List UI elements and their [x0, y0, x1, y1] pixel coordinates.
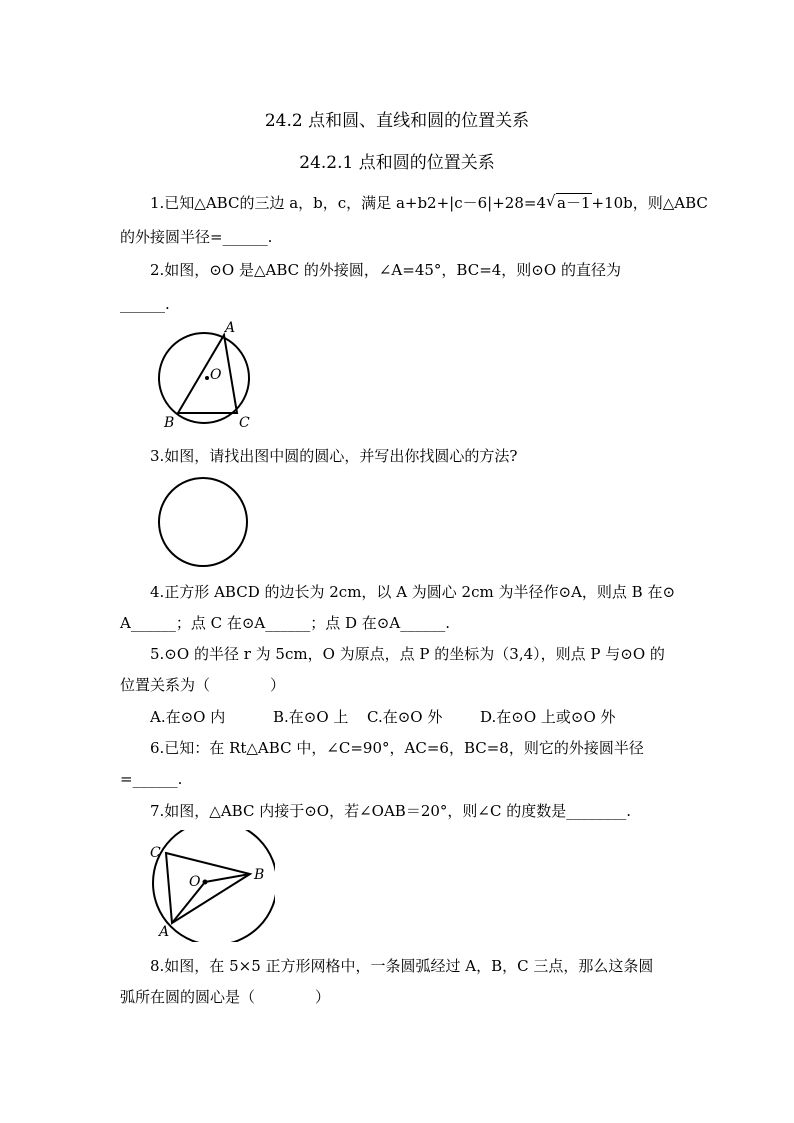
q8-line1: 8.如图，在 5×5 正方形网格中，一条圆弧经过 A，B，C 三点，那么这条圆: [150, 957, 654, 975]
q3-circle: [159, 478, 247, 566]
q2-label-B: B: [164, 415, 175, 431]
q2-line2: ______.: [120, 295, 170, 313]
q2-line1: 2.如图，⊙O 是△ABC 的外接圆，∠A=45°，BC=4，则⊙O 的直径为: [150, 261, 621, 279]
q7-label-B: B: [254, 867, 265, 883]
q2-label-O: O: [210, 367, 222, 383]
q6-line1: 6.已知：在 Rt△ABC 中，∠C=90°，AC=6，BC=8，则它的外接圆半径: [150, 739, 644, 757]
q1-line1: [150, 193, 708, 213]
q4-line2: A______；点 C 在⊙A______；点 D 在⊙A______.: [120, 614, 450, 632]
q5-option-d: D.在⊙O 上或⊙O 外: [480, 708, 616, 726]
q5-line2: 位置关系为（ ）: [120, 676, 286, 694]
q5-line1: 5.⊙O 的半径 r 为 5cm，O 为原点，点 P 的坐标为（3,4），则点 P 与⊙O 的: [150, 645, 665, 663]
q7-triangle: [166, 853, 250, 923]
q7-label-C: C: [150, 845, 161, 861]
q5-option-a: A.在⊙O 内: [150, 708, 226, 726]
q7-center-point: [203, 880, 208, 885]
q7-label-A: A: [159, 924, 170, 940]
q3-line1: 3.如图，请找出图中圆的圆心，并写出你找圆心的方法?: [150, 447, 518, 465]
q7-figure: [145, 830, 275, 942]
q2-label-A: A: [225, 320, 236, 336]
q5-option-c: C.在⊙O 外: [367, 708, 443, 726]
q1-radicand: a－1: [557, 194, 591, 212]
section-title: 24.2 点和圆、直线和圆的位置关系: [264, 111, 530, 131]
q7-line1: 7.如图，△ABC 内接于⊙O，若∠OAB＝20°，则∠C 的度数是________.: [150, 802, 631, 820]
q1-text-after: +10b，则△ABC: [591, 194, 708, 212]
q2-triangle: [178, 335, 237, 413]
q1-line2: 的外接圆半径=______.: [120, 228, 273, 246]
q8-line2: 弧所在圆的圆心是（ ）: [120, 988, 331, 1006]
q1-sqrt: [546, 193, 592, 213]
q6-line2: =______.: [120, 770, 183, 788]
q7-label-O: O: [189, 874, 201, 890]
q1-text-before: 1.已知△ABC的三边 a，b，c，满足 a+b2+|c－6|+28=4: [150, 194, 546, 212]
q5-option-b: B.在⊙O 上: [273, 708, 349, 726]
q2-center-point: [205, 376, 209, 380]
q3-figure: [150, 472, 260, 576]
radical-sign-icon: √: [546, 192, 556, 210]
q7-circle: [153, 830, 275, 942]
q2-label-C: C: [239, 415, 250, 431]
q2-figure: [150, 316, 280, 432]
subsection-title: 24.2.1 点和圆的位置关系: [299, 153, 495, 173]
q5-options: [150, 707, 616, 727]
q4-line1: 4.正方形 ABCD 的边长为 2cm，以 A 为圆心 2cm 为半径作⊙A，则点 B 在⊙: [150, 583, 676, 601]
